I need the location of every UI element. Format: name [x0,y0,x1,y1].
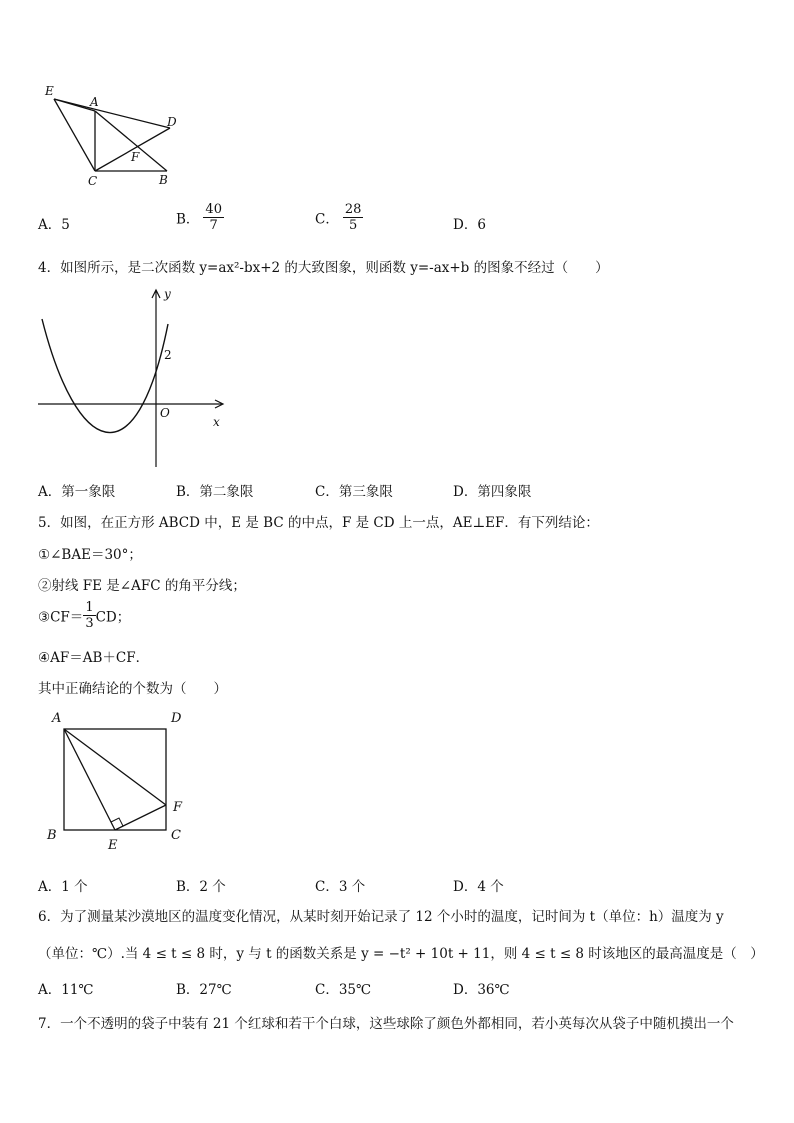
label-F: F [173,800,183,815]
q6-option-d[interactable]: D．36℃ [453,982,510,998]
label-F: F [131,150,140,164]
fraction: $\frac{40}{7}$ [205,202,222,233]
label-B: B [159,173,168,187]
q5-option-c[interactable]: C．3 个 [315,879,366,895]
label-C: C [171,828,181,843]
label-E: E [108,838,118,853]
q4-option-a[interactable]: A．第一象限 [38,484,116,500]
label-E: E [45,84,54,98]
q6-option-a[interactable]: A．11℃ [38,982,94,998]
q4-option-b[interactable]: B．第二象限 [176,484,254,500]
parabola-curve [42,319,168,433]
origin-label: O [160,406,170,420]
q3-option-a[interactable]: A．5 [38,217,70,233]
intercept-label: 2 [164,348,172,362]
x-axis-label: x [213,415,220,429]
q3-option-c[interactable]: C． $\frac{28}{5}$ [315,202,362,233]
label-D: D [167,115,177,129]
q3-option-d[interactable]: D．6 [453,217,486,233]
q3-option-b[interactable]: B． $\frac{40}{7}$ [176,202,222,233]
q5-option-a[interactable]: A．1 个 [38,879,88,895]
q5-stem: 5．如图，在正方形 ABCD 中，E 是 BC 的中点，F 是 CD 上一点，AE⊥EF．有下列结论： [38,515,599,531]
q5-conclusion-2: ②射线 FE 是∠AFC 的角平分线； [38,578,246,594]
q5-option-d[interactable]: D．4 个 [453,879,504,895]
q6-option-b[interactable]: B．27℃ [176,982,232,998]
q5-conclusion-3: ③CF＝ $\frac{1}{3}$ CD； [38,600,131,631]
label-C: C [88,174,98,188]
q6-stem-line-2: （单位：℃）.当 4 ≤ t ≤ 8 时，y 与 t 的函数关系是 y = −t² + 10t + 11，则 4 ≤ t ≤ 8 时该地区的最高温度是（ ） [38,946,764,962]
label-A: A [90,95,99,109]
square-figure-q5 [40,706,200,856]
q4-option-c[interactable]: C．第三象限 [315,484,393,500]
q5-conclusion-1: ①∠BAE＝30°； [38,547,142,563]
parabola-graph-q4 [36,284,236,470]
fraction: $\frac{28}{5}$ [344,202,362,233]
q4-option-d[interactable]: D．第四象限 [453,484,532,500]
q6-stem-line-1: 6．为了测量某沙漠地区的温度变化情况，从某时刻开始记录了 12 个小时的温度，记时间为 t（单位：h）温度为 y [38,909,724,925]
q5-conclusion-4: ④AF＝AB＋CF． [38,650,150,666]
q4-stem: 4．如图所示，是二次函数 y=ax²-bx+2 的大致图象，则函数 y=-ax+b 的图象不经过（ ） [38,260,609,276]
q6-option-c[interactable]: C．35℃ [315,982,372,998]
triangle-figure-q3 [40,80,190,190]
q5-question: 其中正确结论的个数为（ ） [38,681,227,697]
fraction: $\frac{1}{3}$ [85,600,94,631]
q7-stem-line-1: 7．一个不透明的袋子中装有 21 个红球和若干个白球，这些球除了颜色外都相同，若小英每次从袋子中随机摸出一个 [38,1016,734,1032]
q5-option-b[interactable]: B．2 个 [176,879,226,895]
label-B: B [47,828,57,843]
label-A: A [52,711,62,726]
y-axis-label: y [164,287,171,301]
label-D: D [171,711,182,726]
